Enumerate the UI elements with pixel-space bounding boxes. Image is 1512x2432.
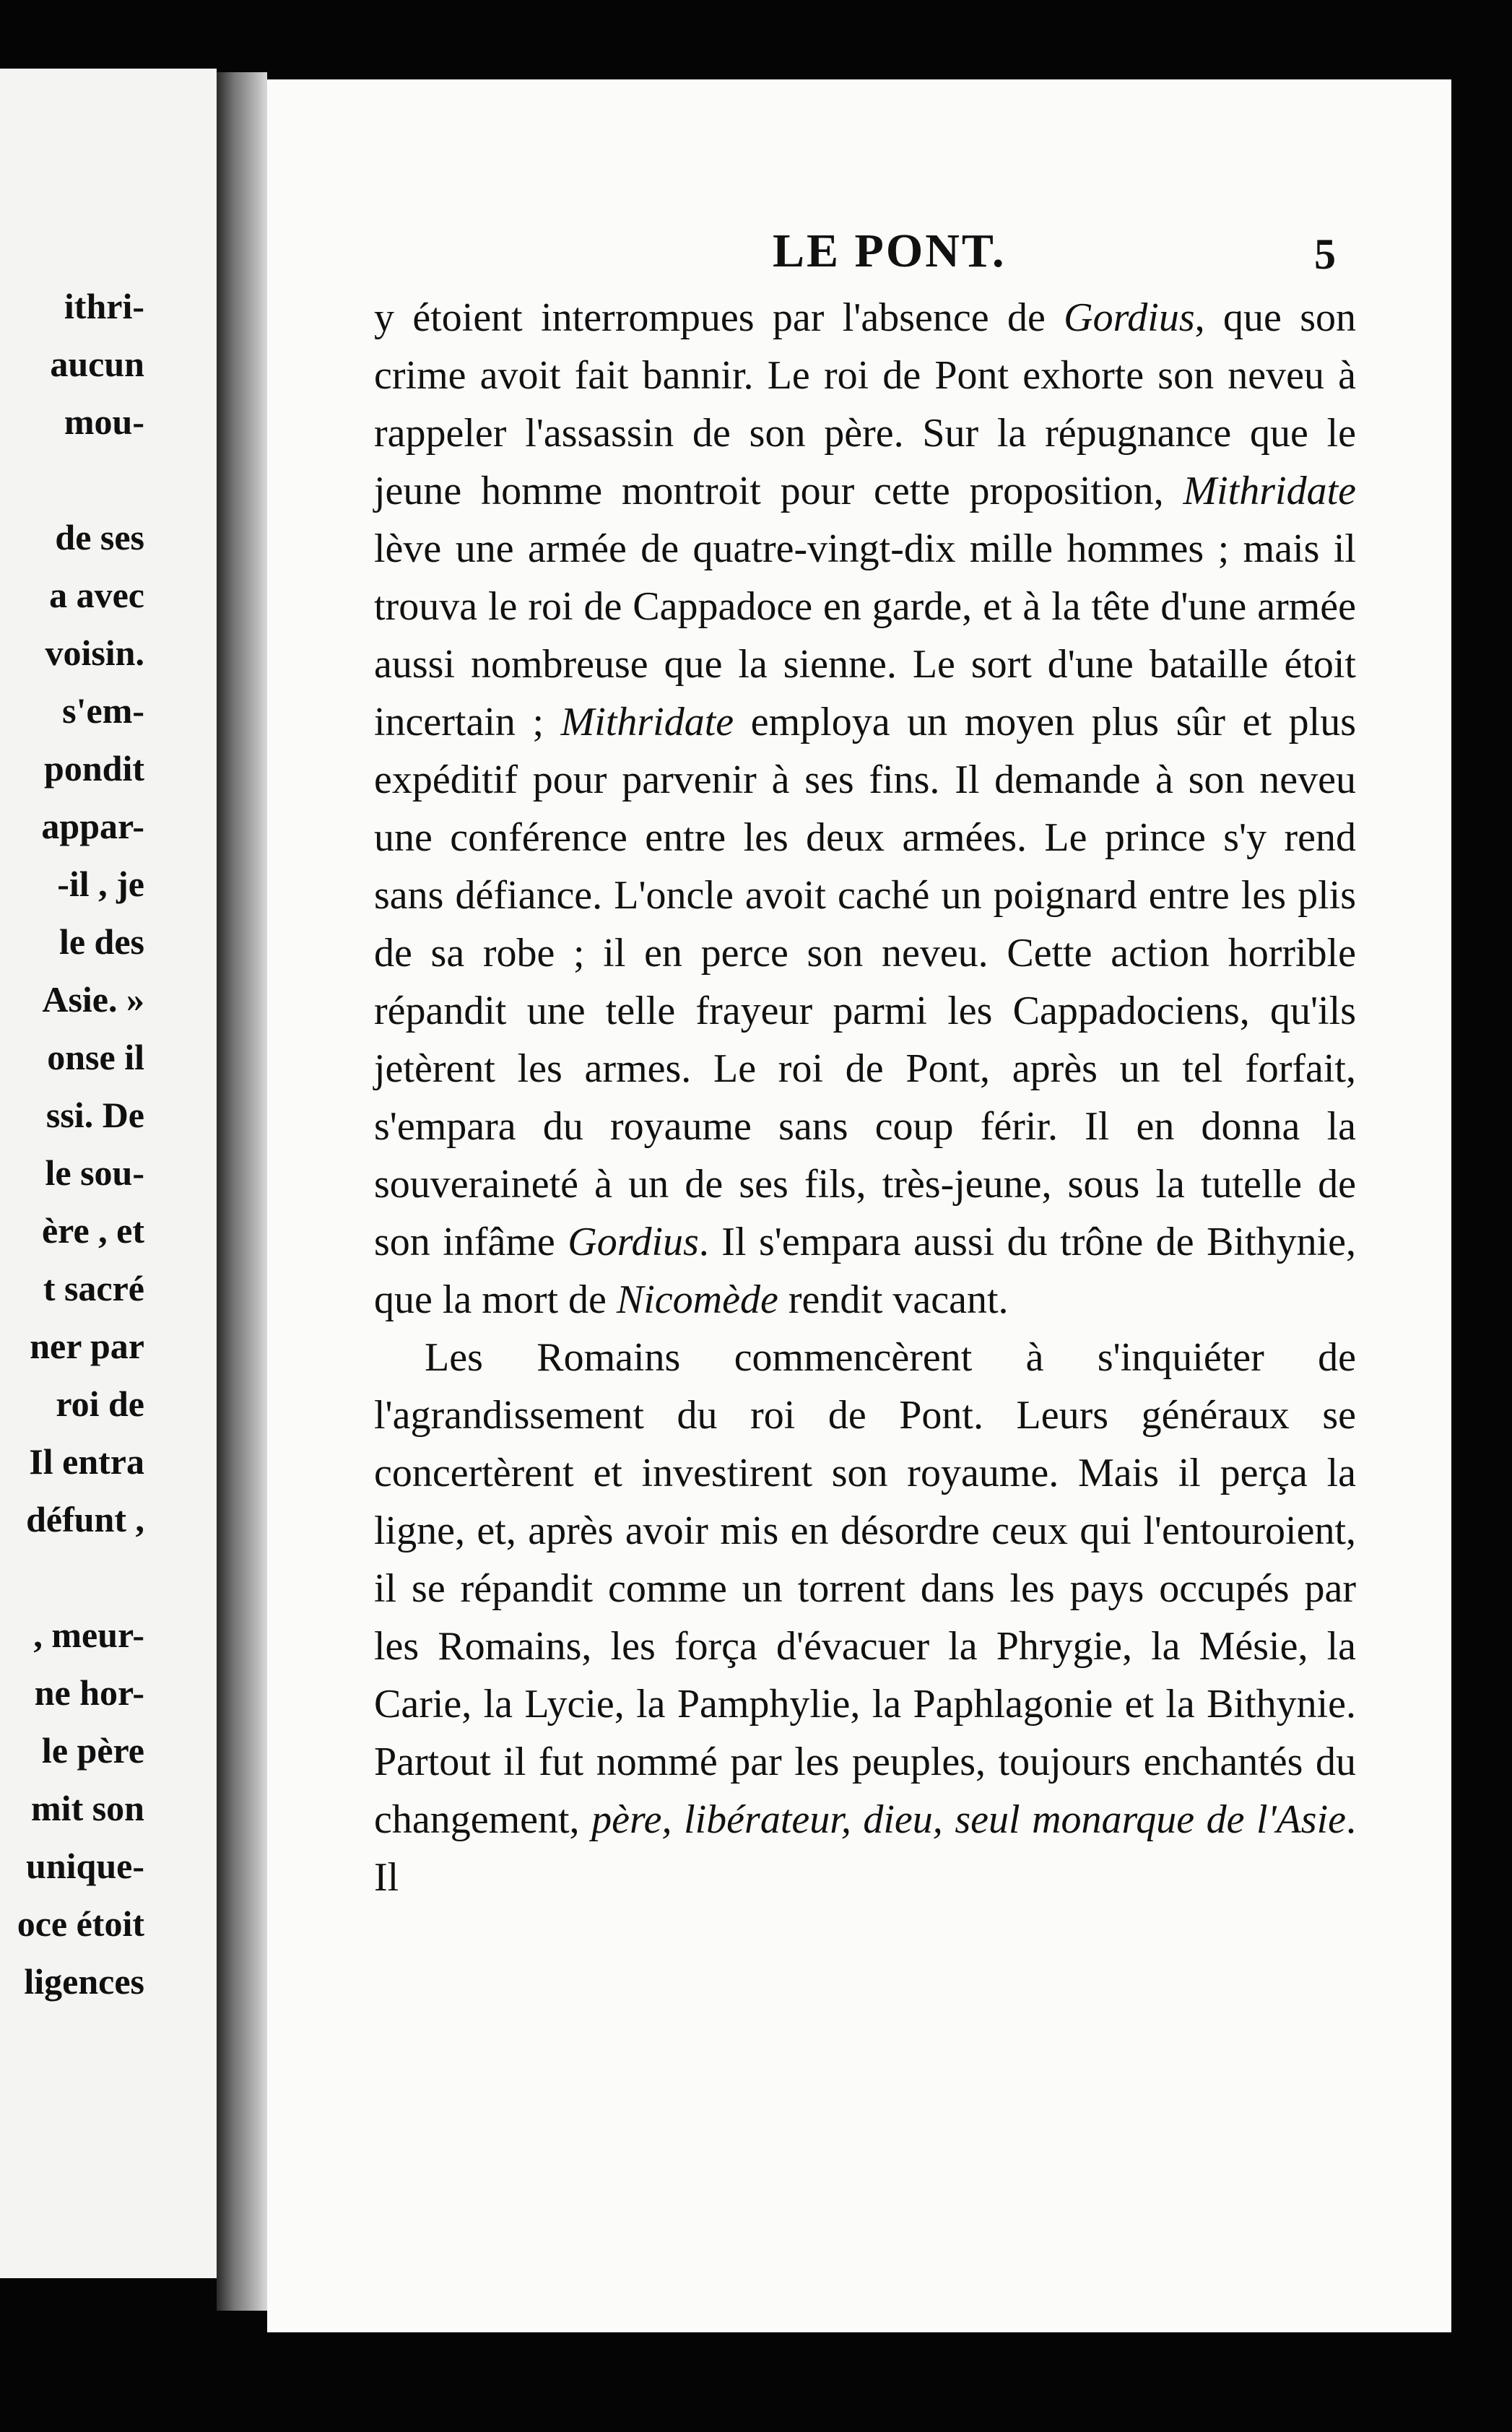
left-line: appar- xyxy=(41,806,144,846)
book-gutter-shadow xyxy=(217,72,267,2311)
text-run: Les Romains commencèrent à s'inquiéter de l'agrandissement du roi de Pont. Leurs généraux se concertèrent et investirent son royaume. Mais il perça la ligne, et, après avoir mis en désordre ceux qui l'entouroient, il se répandit comme un torrent dans les pays occupés par les Romains, les força d'évacuer la Phrygie, la Mésie, la Carie, la Lycie, la Pamphylie, la Paphlagonie et la Bithynie. Partout il fut nommé par les peuples, toujours enchantés du changement, xyxy=(374,1335,1356,1842)
text-run: , que son crime avoit fait bannir. Le roi de Pont exhorte son neveu à rappeler l'assassin de son père. Sur la répugnance que le jeune homme montroit pour cette proposition, xyxy=(374,295,1356,513)
left-line: voisin. xyxy=(45,633,144,673)
left-line: a avec xyxy=(49,575,144,615)
left-line: ne hor- xyxy=(34,1672,144,1713)
italic-phrase: père, libérateur, dieu, seul monarque de l'Asie xyxy=(591,1797,1346,1842)
left-line: Asie. » xyxy=(42,979,144,1020)
text-run: . Il s'empara aussi du trône de Bithynie, que la mort de xyxy=(374,1220,1356,1322)
left-line: -il , je xyxy=(57,864,144,904)
text-run: employa un moyen plus sûr et plus expéditif pour parvenir à ses fins. Il demande à son neveu une conférence entre les deux armées. Le prince s'y rend sans défiance. L'oncle avoit caché un poignard entre les plis de sa robe ; il en perce son neveu. Cette action horrible répandit une telle frayeur parmi les Cappadociens, qu'ils jetèrent les armes. Le roi de Pont, après un tel forfait, s'empara du royaume sans coup férir. Il en donna la souveraineté à un de ses fils, très-jeune, sous la tutelle de son infâme xyxy=(374,700,1356,1264)
page-number: 5 xyxy=(1314,230,1336,278)
left-line: ssi. De xyxy=(45,1095,144,1135)
paragraph xyxy=(374,289,1356,1329)
left-line: , meur- xyxy=(33,1615,144,1655)
left-line: oce étoit xyxy=(17,1903,144,1944)
left-line: onse il xyxy=(47,1037,144,1077)
italic-name: Mithridate xyxy=(560,700,734,744)
left-line: unique- xyxy=(26,1846,144,1886)
text-run: y étoient interrompues par l'absence de xyxy=(374,295,1064,340)
left-line: pondit xyxy=(44,748,144,789)
body-text xyxy=(374,289,1356,1906)
left-line: le des xyxy=(58,921,144,962)
left-line: aucun xyxy=(50,344,144,384)
italic-name: Nicomède xyxy=(616,1277,778,1322)
text-run: lève une armée de quatre-vingt-dix mille hommes ; mais il trouva le roi de Cappadoce en garde, et à la tête d'une armée aussi nombreuse que la sienne. Le sort d'une bataille étoit incertain ; xyxy=(374,526,1356,744)
italic-name: Gordius xyxy=(568,1220,699,1264)
left-page-edge xyxy=(0,69,217,2278)
left-line: de ses xyxy=(55,517,144,557)
left-line: le père xyxy=(41,1730,144,1771)
text-run: rendit vacant. xyxy=(778,1277,1009,1322)
italic-name: Mithridate xyxy=(1183,469,1356,513)
left-line: Il entra xyxy=(29,1441,144,1482)
left-line: ligences xyxy=(24,1961,144,2002)
left-line: roi de xyxy=(56,1384,144,1424)
left-line: mit son xyxy=(31,1788,144,1828)
left-line: ère , et xyxy=(41,1210,144,1251)
running-head: LE PONT. xyxy=(773,225,1007,277)
right-page xyxy=(267,79,1451,2332)
left-line: t sacré xyxy=(43,1268,144,1308)
left-line: s'em- xyxy=(62,690,144,731)
text-run: . Il xyxy=(374,1797,1356,1900)
paragraph xyxy=(374,1329,1356,1906)
left-line: ithri- xyxy=(64,286,144,326)
left-line: défunt , xyxy=(26,1499,144,1539)
left-line: mou- xyxy=(64,401,144,442)
page-header xyxy=(267,224,1451,289)
left-line: ner par xyxy=(30,1326,144,1366)
left-line: le sou- xyxy=(45,1152,144,1193)
italic-name: Gordius xyxy=(1064,295,1195,340)
